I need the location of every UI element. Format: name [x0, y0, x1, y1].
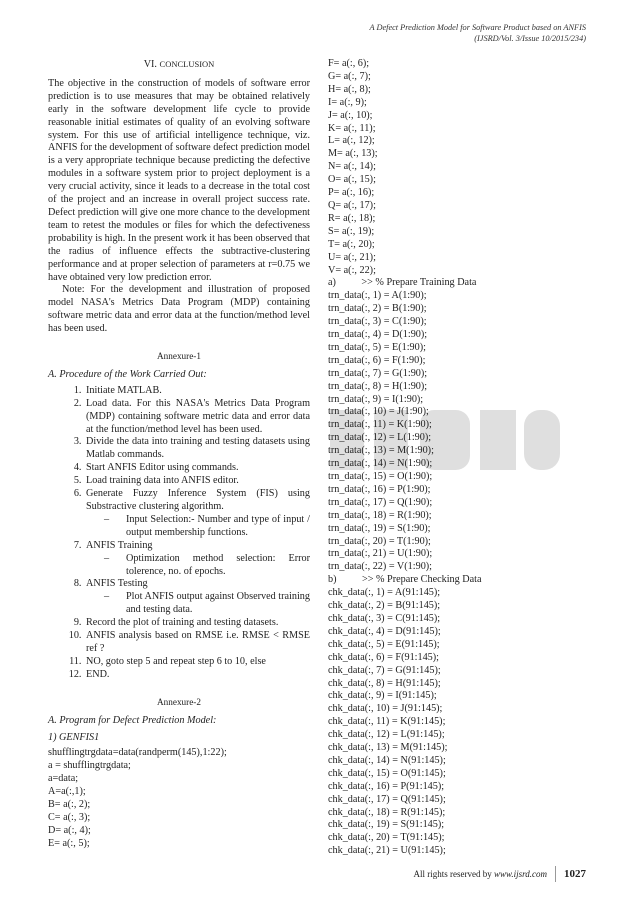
program-subheading: A. Program for Defect Prediction Model: [48, 714, 217, 726]
header-volume: (IJSRD/Vol. 3/Issue 10/2015/234) [474, 34, 586, 43]
procedure-steps [48, 385, 310, 682]
step-text: Divide the data into training and testing datasets using Matlab commands. [86, 436, 310, 461]
sub-list [86, 591, 310, 617]
code-line: B= a(:, 2); [48, 799, 91, 811]
code-line: trn_data(:, 7) = G(1:90); [328, 367, 428, 379]
code-line: E= a(:, 5); [48, 837, 90, 849]
list-item [84, 540, 310, 579]
dash-bullet: – [104, 591, 110, 603]
code-line: I= a(:, 9); [328, 96, 367, 108]
step-text: Load data. For this NASA's Metrics Data Program (MDP) containing software metric data and error data at the function/method level has been used. [86, 397, 310, 435]
sub-list-item [98, 591, 310, 617]
code-line: chk_data(:, 9) = I(91:145); [328, 690, 437, 702]
variable-assignments [328, 58, 598, 277]
code-line: chk_data(:, 16) = P(91:145); [328, 780, 445, 792]
page-number: 1027 [555, 866, 586, 882]
list-item [84, 488, 310, 540]
annexure-2-heading: Annexure-2 [157, 696, 201, 707]
code-line: trn_data(:, 22) = V(1:90); [328, 561, 433, 573]
step-text: Generate Fuzzy Inference System (FIS) using Substractive clustering algorithm. [86, 488, 310, 512]
code-line: D= a(:, 4); [48, 824, 91, 836]
running-header [369, 22, 586, 44]
code-line: chk_data(:, 8) = H(91:145); [328, 677, 441, 689]
list-item [84, 436, 310, 462]
code-line: M= a(:, 13); [328, 148, 378, 160]
dash-bullet: – [104, 552, 110, 564]
dash-bullet: – [104, 513, 110, 525]
code-block-left [48, 747, 310, 850]
code-line: trn_data(:, 10) = J(1:90); [328, 406, 429, 418]
website-link[interactable]: www.ijsrd.com [493, 869, 547, 879]
copyright-text: All rights reserved by [413, 869, 492, 879]
code-line: chk_data(:, 5) = E(91:145); [328, 638, 440, 650]
code-line: J= a(:, 10); [328, 109, 373, 121]
step-text: Load training data into ANFIS editor. [86, 475, 239, 487]
code-line: H= a(:, 8); [328, 83, 371, 95]
code-line: trn_data(:, 9) = I(1:90); [328, 393, 424, 405]
code-line: trn_data(:, 11) = K(1:90); [328, 419, 432, 431]
code-line: trn_data(:, 1) = A(1:90); [328, 290, 427, 302]
code-line: S= a(:, 19); [328, 225, 375, 237]
code-line: trn_data(:, 16) = P(1:90); [328, 483, 431, 495]
code-line: chk_data(:, 13) = M(91:145); [328, 742, 448, 754]
code-line: trn_data(:, 19) = S(1:90); [328, 522, 431, 534]
step-text: NO, goto step 5 and repeat step 6 to 10, else [86, 655, 266, 667]
code-line: chk_data(:, 19) = S(91:145); [328, 819, 445, 831]
sub-list-item [98, 514, 310, 540]
step-text: ANFIS analysis based on RMSE i.e. RMSE < RMSE ref ? [86, 630, 310, 654]
training-data-lines [328, 290, 598, 574]
code-line: chk_data(:, 20) = T(91:145); [328, 832, 445, 844]
conclusion-paragraph: The objective in the construction of models of software error prediction is to use measures that may be obtained relatively early in the software development life cycle to provide reasonable initial estimates of quality of an evolving software system. For this use of artificial intelligence technique, viz. ANFIS for the development of software defect prediction model is a very appropriate technique because predicting the defective modules in a software system prior to project deployment is a very crucial activity, since it leads to a decrease in the total cost of the project and an increase in overall project success rate. Defect prediction will give one more chance to the development team to retest the modules or files for which the defectiveness probability is high. In the present work it has been observed that the radius of influence effects the subtractive-clustering performance and at proper selection of parameters at r=0.75 we have obtained very low prediction error. [48, 77, 310, 283]
list-item [84, 385, 310, 398]
code-line: trn_data(:, 13) = M(1:90); [328, 445, 434, 457]
section-heading-conclusion [48, 58, 310, 72]
genfis1-subheading: 1) GENFIS1 [48, 731, 100, 743]
code-line: T= a(:, 20); [328, 238, 375, 250]
code-line: trn_data(:, 20) = T(1:90); [328, 535, 431, 547]
code-line: chk_data(:, 4) = D(91:145); [328, 625, 441, 637]
code-line: trn_data(:, 8) = H(1:90); [328, 380, 428, 392]
left-column [48, 58, 310, 851]
note-paragraph: Note: For the development and illustration of proposed model NASA's Metrics Data Program (MDP) containing software metric data and error data at the function/method level has been used. [48, 284, 310, 335]
code-line: L= a(:, 12); [328, 135, 375, 147]
code-line: R= a(:, 18); [328, 212, 376, 224]
code-line: U= a(:, 21); [328, 251, 376, 263]
procedure-subheading: A. Procedure of the Work Carried Out: [48, 368, 207, 380]
code-line: trn_data(:, 4) = D(1:90); [328, 329, 428, 341]
code-line: A=a(:,1); [48, 786, 86, 798]
page-footer [414, 866, 587, 882]
list-item [84, 578, 310, 617]
step-text: END. [86, 668, 110, 680]
code-line: chk_data(:, 12) = L(91:145); [328, 729, 445, 741]
step-text: ANFIS Testing [86, 578, 148, 590]
code-line: P= a(:, 16); [328, 187, 375, 199]
list-item [84, 669, 310, 682]
sub-list [86, 553, 310, 579]
code-line: C= a(:, 3); [48, 811, 91, 823]
code-line: trn_data(:, 5) = E(1:90); [328, 341, 426, 353]
code-line: F= a(:, 6); [328, 58, 370, 69]
section-title: CONCLUSION [159, 59, 215, 69]
annexure-1-heading: Annexure-1 [157, 351, 201, 362]
code-line: N= a(:, 14); [328, 161, 376, 173]
code-line: a=data; [48, 773, 79, 785]
step-text: Start ANFIS Editor using commands. [86, 462, 239, 474]
step-text: ANFIS Training [86, 539, 153, 551]
code-line: trn_data(:, 21) = U(1:90); [328, 548, 433, 560]
code-line: G= a(:, 7); [328, 70, 371, 82]
right-column [328, 58, 598, 858]
sub-step-text: Input Selection:- Number and type of input / output membership functions. [126, 513, 310, 538]
checking-data-heading: b) >> % Prepare Checking Data [328, 574, 482, 586]
step-text: Record the plot of training and testing datasets. [86, 617, 279, 629]
code-line: K= a(:, 11); [328, 122, 376, 134]
list-item [84, 462, 310, 475]
code-line: chk_data(:, 11) = K(91:145); [328, 716, 446, 728]
code-line: chk_data(:, 17) = Q(91:145); [328, 793, 446, 805]
code-line: chk_data(:, 14) = N(91:145); [328, 754, 446, 766]
code-line: trn_data(:, 3) = C(1:90); [328, 316, 427, 328]
step-text: Initiate MATLAB. [86, 384, 162, 396]
list-item [84, 630, 310, 656]
code-line: trn_data(:, 15) = O(1:90); [328, 471, 433, 482]
code-line: chk_data(:, 10) = J(91:145); [328, 703, 443, 715]
list-item [84, 398, 310, 437]
header-title: A Defect Prediction Model for Software Product based on ANFIS [369, 23, 586, 32]
section-number: VI. [143, 59, 157, 70]
sub-step-text: Optimization method selection: Error tolerence, no. of epochs. [126, 552, 310, 577]
code-line: chk_data(:, 2) = B(91:145); [328, 600, 441, 612]
list-item [84, 617, 310, 630]
code-line: chk_data(:, 7) = G(91:145); [328, 664, 441, 676]
code-line: Q= a(:, 17); [328, 199, 376, 211]
sub-step-text: Plot ANFIS output against Observed training and testing data. [126, 591, 310, 616]
code-line: chk_data(:, 18) = R(91:145); [328, 806, 446, 818]
code-line: trn_data(:, 14) = N(1:90); [328, 458, 433, 470]
list-item [84, 475, 310, 488]
code-line: O= a(:, 15); [328, 174, 376, 186]
code-line: a = shufflingtrgdata; [48, 760, 131, 772]
checking-data-lines [328, 587, 598, 858]
list-item [84, 656, 310, 669]
code-line: trn_data(:, 2) = B(1:90); [328, 303, 427, 315]
code-line: trn_data(:, 17) = Q(1:90); [328, 496, 433, 508]
sub-list-item [98, 553, 310, 579]
code-line: V= a(:, 22); [328, 264, 376, 276]
code-line: chk_data(:, 21) = U(91:145); [328, 845, 446, 857]
code-line: chk_data(:, 1) = A(91:145); [328, 587, 441, 599]
code-line: chk_data(:, 3) = C(91:145); [328, 612, 441, 624]
code-line: trn_data(:, 6) = F(1:90); [328, 354, 426, 366]
code-line: chk_data(:, 15) = O(91:145); [328, 767, 446, 779]
code-line: chk_data(:, 6) = F(91:145); [328, 651, 439, 663]
code-line: shufflingtrgdata=data(randperm(145),1:22); [48, 747, 227, 759]
training-data-heading: a) >> % Prepare Training Data [328, 277, 477, 289]
code-line: trn_data(:, 18) = R(1:90); [328, 509, 432, 521]
sub-list [86, 514, 310, 540]
code-line: trn_data(:, 12) = L(1:90); [328, 432, 432, 444]
